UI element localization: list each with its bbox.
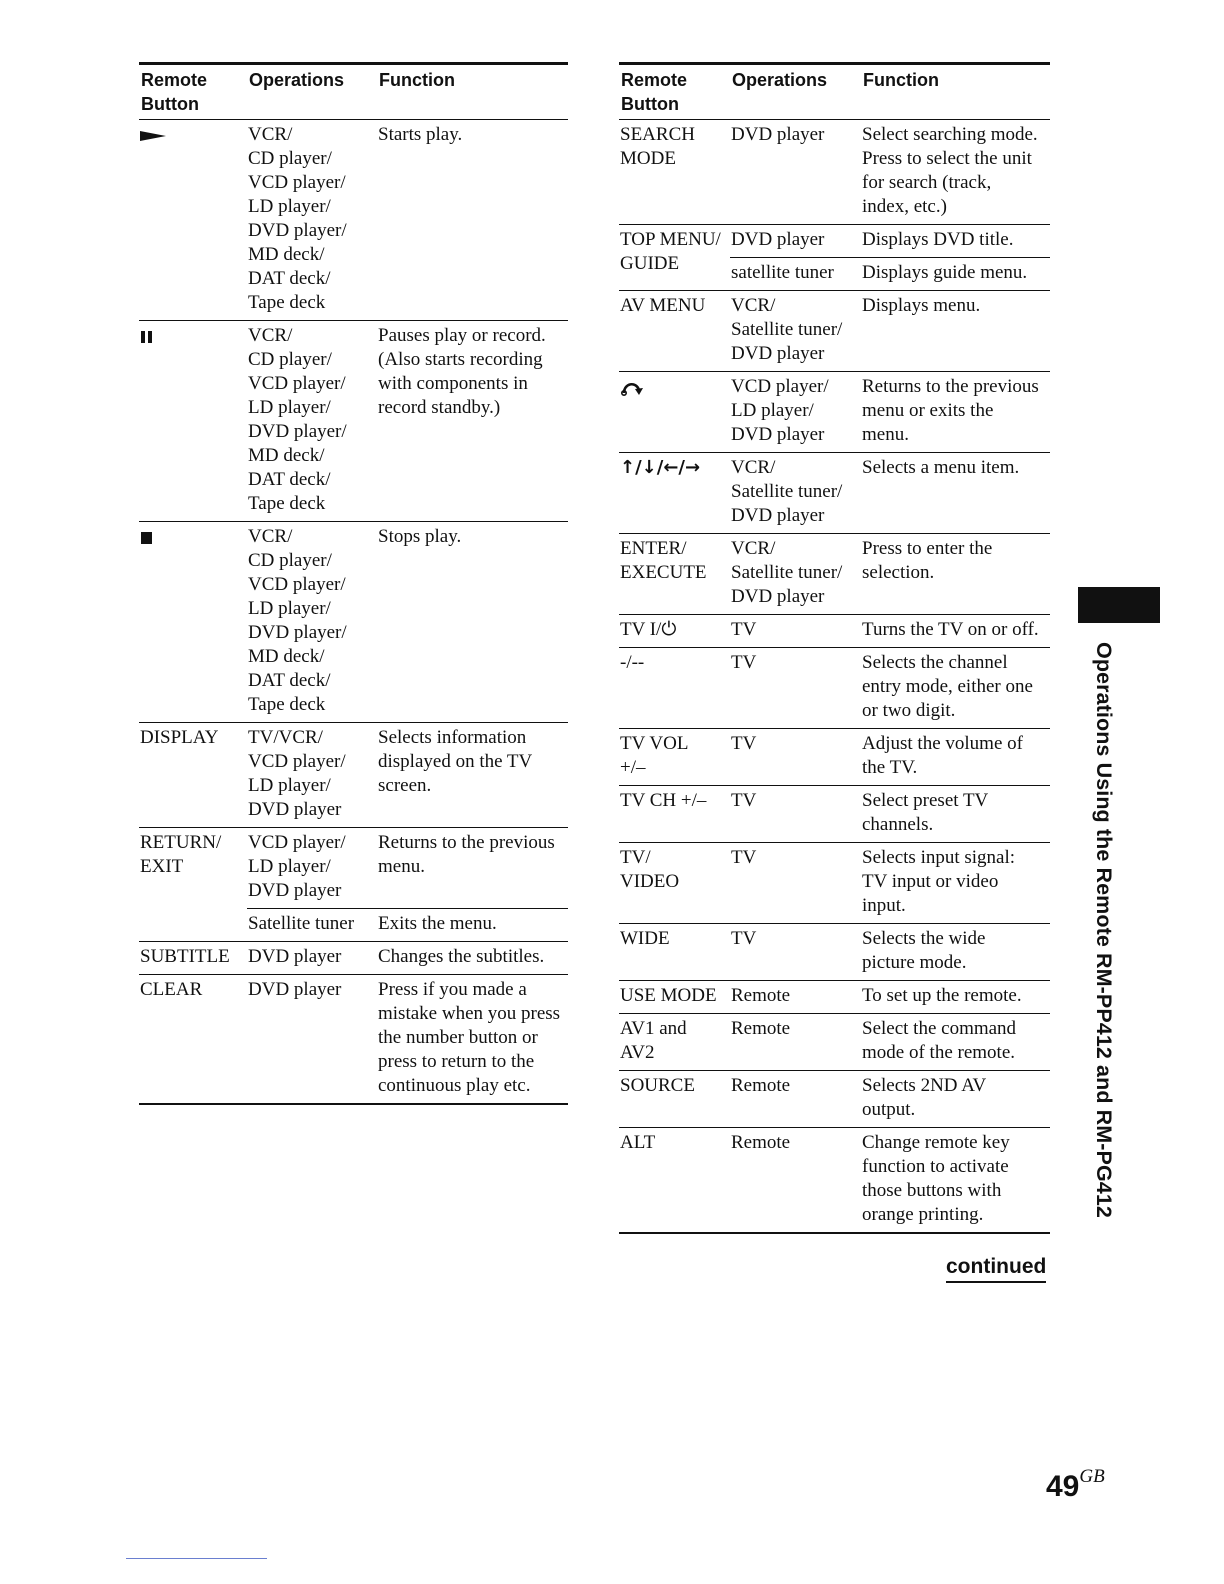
button-cell: ALT	[620, 1132, 656, 1153]
power-icon: TV I/⏻	[619, 615, 730, 648]
button-cell: RETURN/ EXIT	[139, 828, 247, 942]
function-cell: Selects the channel entry mode, either one or two digit.	[861, 648, 1050, 729]
button-cell: WIDE	[619, 924, 730, 981]
function-cell: Selects the wide picture mode.	[861, 924, 1050, 981]
function-cell: Selects information displayed on the TV screen.	[377, 723, 568, 828]
operations-cell: DVD player	[730, 120, 861, 225]
table-row	[619, 534, 1050, 615]
button-cell: -/--	[619, 648, 730, 729]
table-row	[619, 1071, 1050, 1128]
section-side-title: Operations Using the Remote RM-PP412 and RM-PG412	[1092, 642, 1116, 1218]
table-row	[139, 828, 568, 909]
function-cell: Press if you made a mistake when you press the number button or press to return to the continuous play etc.	[378, 979, 561, 1096]
header-function: Function	[861, 64, 1050, 120]
table-row	[139, 975, 568, 1105]
operations-cell: Remote	[730, 981, 861, 1014]
table-row	[619, 648, 1050, 729]
table-row	[619, 924, 1050, 981]
page-number-value: 49	[1046, 1470, 1080, 1503]
table-row	[139, 120, 568, 321]
header-operations: Operations	[247, 64, 377, 120]
arrow-keys-icon: ↑/↓/←/→	[619, 453, 730, 534]
operations-cell: TV/VCR/ VCD player/ LD player/ DVD player	[247, 723, 377, 828]
page-number	[1046, 1466, 1105, 1504]
play-icon	[139, 120, 247, 321]
page-number-suffix: GB	[1079, 1466, 1105, 1487]
operations-cell: VCD player/ LD player/ DVD player	[247, 828, 377, 909]
operations-cell: TV	[730, 786, 861, 843]
function-cell: Exits the menu.	[377, 909, 568, 942]
function-cell: Selects input signal: TV input or video input.	[861, 843, 1050, 924]
right-table-column	[619, 62, 1050, 1234]
left-table-header	[139, 64, 568, 120]
function-cell: Changes the subtitles.	[377, 942, 568, 975]
operations-cell: satellite tuner	[730, 258, 861, 291]
operations-cell: VCR/ Satellite tuner/ DVD player	[730, 534, 861, 615]
operations-cell: Remote	[730, 1014, 861, 1071]
operations-cell: VCR/ Satellite tuner/ DVD player	[730, 453, 861, 534]
function-cell: Displays menu.	[861, 291, 1050, 372]
header-operations: Operations	[730, 64, 861, 120]
function-cell: Press to enter the selection.	[861, 534, 1050, 615]
button-cell: DISPLAY	[139, 723, 247, 828]
left-table-column	[139, 62, 568, 1105]
operations-cell: DVD player	[248, 979, 342, 1000]
table-row	[619, 120, 1050, 225]
left-operations-table	[139, 62, 568, 1105]
operations-cell: VCR/ Satellite tuner/ DVD player	[730, 291, 861, 372]
pause-icon	[139, 321, 247, 522]
table-row	[619, 843, 1050, 924]
header-remote-button: Remote Button	[139, 64, 247, 120]
operations-cell: TV	[730, 843, 861, 924]
table-row	[619, 786, 1050, 843]
function-cell: Displays guide menu.	[861, 258, 1050, 291]
operations-cell: VCD player/ LD player/ DVD player	[730, 372, 861, 453]
function-cell: Starts play.	[377, 120, 568, 321]
function-cell: Selects 2ND AV output.	[861, 1071, 1050, 1128]
header-remote-button: Remote Button	[619, 64, 730, 120]
function-cell: Stops play.	[377, 522, 568, 723]
function-cell: Returns to the previous menu or exits the menu.	[861, 372, 1050, 453]
button-cell: AV1 and AV2	[619, 1014, 730, 1071]
table-row	[139, 942, 568, 975]
continued-label: continued	[946, 1255, 1046, 1283]
operations-cell: DVD player	[730, 225, 861, 258]
operations-cell: DVD player	[247, 942, 377, 975]
operations-cell: Remote	[731, 1132, 791, 1153]
button-cell: TV/ VIDEO	[619, 843, 730, 924]
function-cell: Selects a menu item.	[861, 453, 1050, 534]
table-row	[139, 321, 568, 522]
table-row	[139, 723, 568, 828]
button-cell: SEARCH MODE	[619, 120, 730, 225]
function-cell: Change remote key function to activate those buttons with orange printing.	[862, 1132, 1010, 1225]
button-cell: SUBTITLE	[139, 942, 247, 975]
table-row	[619, 291, 1050, 372]
operations-cell: VCR/ CD player/ VCD player/ LD player/ DVD player/ MD deck/ DAT deck/ Tape deck	[247, 522, 377, 723]
right-operations-table	[619, 62, 1050, 1234]
table-row	[619, 1128, 1050, 1234]
button-cell: CLEAR	[140, 979, 203, 1000]
button-cell: SOURCE	[619, 1071, 730, 1128]
button-cell: AV MENU	[619, 291, 730, 372]
function-cell: Select the command mode of the remote.	[861, 1014, 1050, 1071]
function-cell: Turns the TV on or off.	[861, 615, 1050, 648]
operations-cell: TV	[730, 924, 861, 981]
table-row	[619, 1014, 1050, 1071]
section-tab-marker	[1078, 587, 1160, 623]
operations-cell: VCR/ CD player/ VCD player/ LD player/ DVD player/ MD deck/ DAT deck/ Tape deck	[247, 120, 377, 321]
footer-rule	[126, 1558, 267, 1559]
table-row	[139, 522, 568, 723]
return-arrow-icon	[619, 372, 730, 453]
header-function: Function	[377, 64, 568, 120]
function-cell: To set up the remote.	[861, 981, 1050, 1014]
button-cell: TV VOL +/–	[619, 729, 730, 786]
button-cell: USE MODE	[619, 981, 730, 1014]
table-row	[619, 225, 1050, 258]
function-cell: Adjust the volume of the TV.	[861, 729, 1050, 786]
button-cell: TOP MENU/ GUIDE	[619, 225, 730, 291]
table-row	[619, 453, 1050, 534]
table-row	[619, 729, 1050, 786]
operations-cell: TV	[730, 615, 861, 648]
operations-cell: Satellite tuner	[247, 909, 377, 942]
function-cell: Returns to the previous menu.	[377, 828, 568, 909]
operations-cell: Remote	[730, 1071, 861, 1128]
right-table-header	[619, 64, 1050, 120]
table-row	[619, 981, 1050, 1014]
button-cell: TV CH +/–	[619, 786, 730, 843]
button-cell: ENTER/ EXECUTE	[619, 534, 730, 615]
stop-icon	[139, 522, 247, 723]
function-cell: Displays DVD title.	[861, 225, 1050, 258]
function-cell: Select searching mode. Press to select the unit for search (track, index, etc.)	[861, 120, 1050, 225]
function-cell: Pauses play or record. (Also starts recording with components in record standby.)	[377, 321, 568, 522]
table-row	[619, 372, 1050, 453]
function-cell: Select preset TV channels.	[861, 786, 1050, 843]
operations-cell: VCR/ CD player/ VCD player/ LD player/ DVD player/ MD deck/ DAT deck/ Tape deck	[247, 321, 377, 522]
table-row	[619, 615, 1050, 648]
operations-cell: TV	[730, 729, 861, 786]
operations-cell: TV	[730, 648, 861, 729]
